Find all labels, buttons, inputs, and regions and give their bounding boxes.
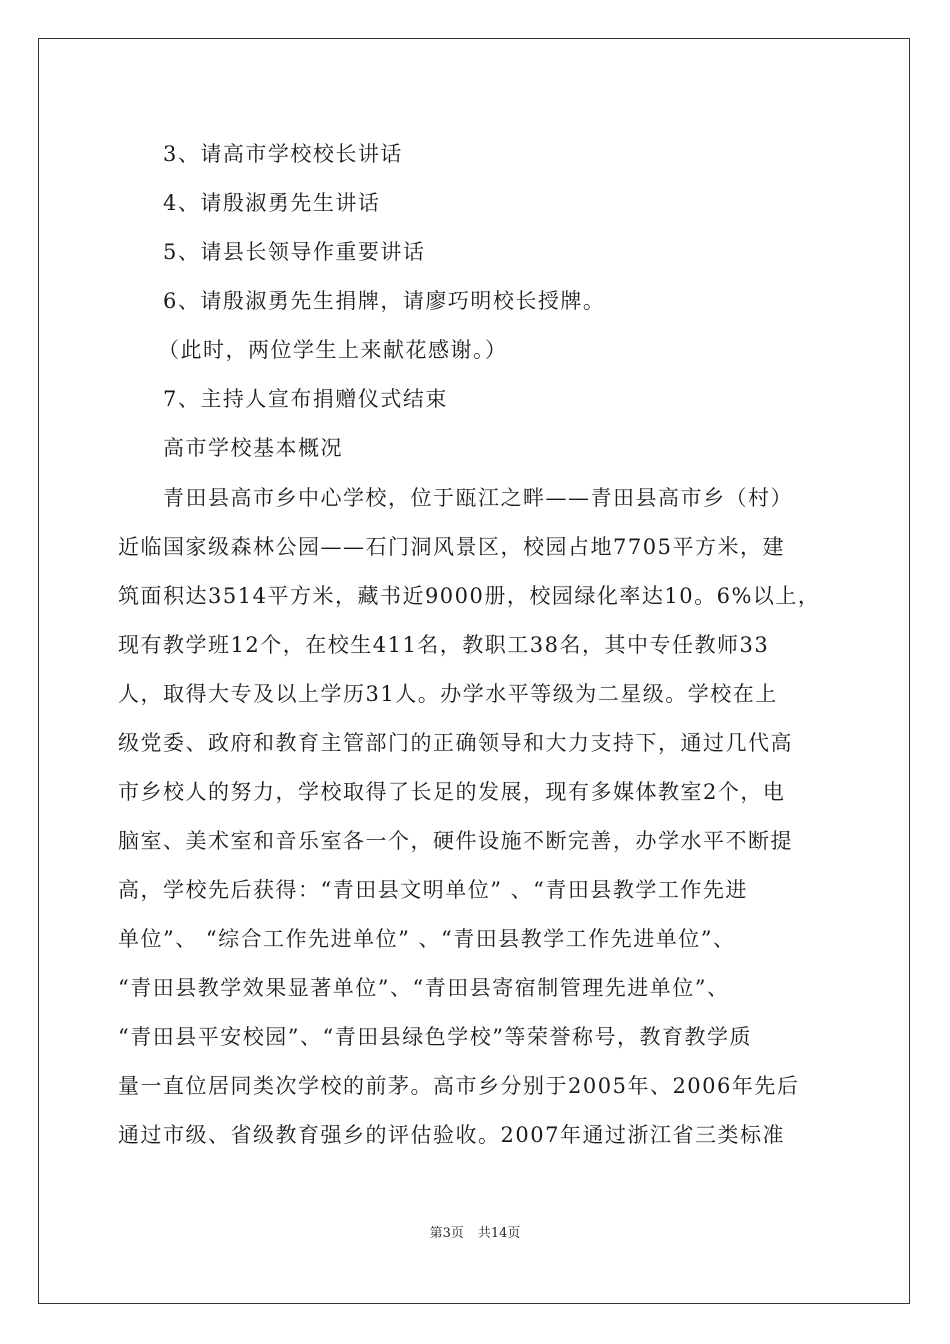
paragraph-line: 高，学校先后获得：“青田县文明单位” 、“青田县教学工作先进 — [118, 877, 748, 902]
paragraph-line: “青田县教学效果显著单位”、“青田县寄宿制管理先进单位”、 — [118, 975, 730, 1000]
paragraph-line: 单位”、 “综合工作先进单位” 、“青田县教学工作先进单位”、 — [118, 926, 736, 951]
page-number: 第3页 — [429, 1226, 464, 1241]
paragraph-line: 市乡校人的努力，学校取得了长足的发展，现有多媒体教室2个，电 — [118, 779, 786, 804]
paragraph-line: 量一直位居同类次学校的前茅。高市乡分别于2005年、2006年先后 — [118, 1073, 800, 1098]
page-footer — [0, 1222, 950, 1241]
paragraph-line: “青田县平安校园”、“青田县绿色学校”等荣誉称号，教育教学质 — [118, 1024, 752, 1049]
agenda-item-6: 6、请殷淑勇先生捐牌，请廖巧明校长授牌。 — [163, 289, 606, 313]
agenda-item-7: 7、主持人宣布捐赠仪式结束 — [163, 387, 448, 411]
paragraph-line: 现有教学班12个，在校生411名，教职工38名，其中专任教师33 — [118, 632, 770, 657]
agenda-item-4: 4、请殷淑勇先生讲话 — [163, 191, 381, 215]
paragraph-line: 青田县高市乡中心学校，位于瓯江之畔——青田县高市乡（村） — [163, 485, 793, 510]
paragraph-line: 通过市级、省级教育强乡的评估验收。2007年通过浙江省三类标准 — [118, 1122, 785, 1147]
agenda-item-3: 3、请高市学校校长讲话 — [163, 142, 403, 166]
page-total: 共14页 — [477, 1226, 521, 1241]
agenda-note: （此时，两位学生上来献花感谢。） — [158, 338, 508, 362]
paragraph-line: 人，取得大专及以上学历31人。办学水平等级为二星级。学校在上 — [118, 681, 778, 706]
paragraph-line: 近临国家级森林公园——石门洞风景区，校园占地7705平方米，建 — [118, 534, 785, 559]
section-heading: 高市学校基本概况 — [163, 436, 343, 460]
paragraph-line: 脑室、美术室和音乐室各一个，硬件设施不断完善，办学水平不断提 — [118, 828, 793, 853]
paragraph-line: 级党委、政府和教育主管部门的正确领导和大力支持下，通过几代高 — [118, 730, 793, 755]
agenda-item-5: 5、请县长领导作重要讲话 — [163, 240, 426, 264]
paragraph-line: 筑面积达3514平方米，藏书近9000册，校园绿化率达10。6%以上， — [118, 583, 821, 608]
document-body — [118, 130, 838, 1160]
school-overview-paragraph — [118, 474, 838, 1160]
